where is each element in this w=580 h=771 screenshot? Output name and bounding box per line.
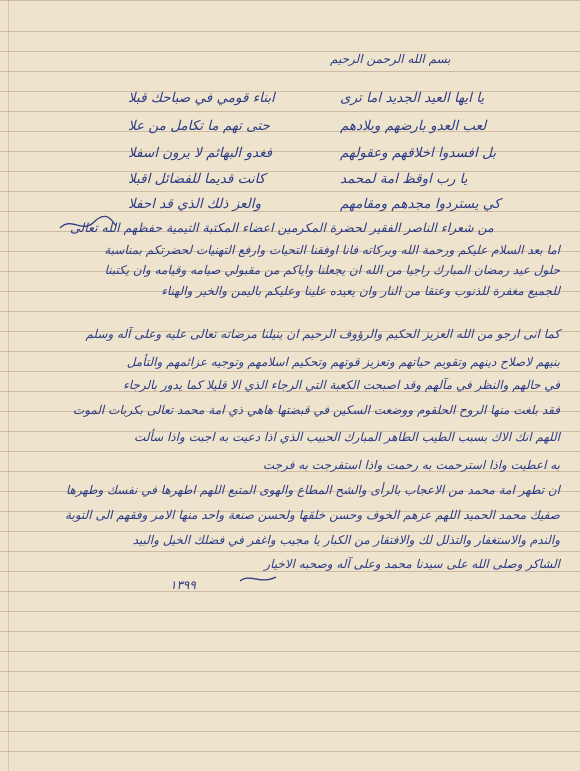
poem-line-5-right: كي يستردوا مجدهم ومقامهم bbox=[340, 196, 501, 212]
body-line: للجميع مغفرة للذنوب وعتقا من النار وان يعيده علينا وعليكم باليمن والخير والهناء bbox=[161, 284, 560, 298]
letter-heading: من شعراء الناصر الفقير لحضرة المكرمين اعضاء المكتبة التيمية حفظهم الله تعالى bbox=[70, 220, 494, 235]
body-line: كما انى ارجو من الله العزيز الحكيم والرؤوف الرحيم ان ينيلنا مرضاته تعالى عليه وعلى آله وسلم bbox=[85, 327, 560, 341]
poem-line-4-right: يا رب اوقظ امة لمحمد bbox=[340, 171, 468, 187]
flourish-decoration bbox=[58, 212, 118, 234]
margin-line bbox=[8, 0, 9, 771]
poem-line-3-left: فغدو البهائم لا يرون اسفلا bbox=[128, 145, 273, 161]
body-line: ان تطهر امة محمد من الاعجاب بالرأى والشح المطاع والهوى المتبع اللهم اطهرها في نفسك وطهرها bbox=[65, 483, 560, 497]
poem-line-1-right: يا ايها العيد الجديد اما ترى bbox=[340, 90, 485, 106]
poem-line-3-right: بل افسدوا اخلاقهم وعقولهم bbox=[340, 145, 496, 161]
poem-line-5-left: والعز ذلك الذي قد احفلا bbox=[128, 196, 262, 212]
body-line: اما بعد السلام عليكم ورحمة الله وبركاته فانا اوفقنا التحيات وارفع التهنيات لحضرتكم بمناسبة bbox=[104, 243, 560, 257]
body-line: حلول عيد رمضان المبارك راجيا من الله ان يجعلنا واياكم من مقبولي صيامه وقيامه وان يكتبنا bbox=[104, 263, 560, 277]
body-line: اللهم انك الاك بسبب الطيب الطاهر المبارك الحبيب الذي اذا دعيت به اجبت واذا سألت bbox=[133, 430, 560, 444]
body-line: بنيهم لاصلاح دينهم وتقويم حياتهم وتعزيز قوتهم وتحكيم اسلامهم وتوجيه عزائمهم والتأمل bbox=[126, 355, 560, 369]
body-line: فقد بلغت منها الروح الحلقوم ووضعت السكين في قبضتها هاهي ذي امة محمد تعالى بكربات الموت bbox=[72, 403, 560, 417]
basmala: بسم الله الرحمن الرحيم bbox=[330, 52, 451, 66]
body-line: صفيك محمد الحميد اللهم عزهم الخوف وحسن خلقها ولحسن صنعة واحد منها الامر وفقهم الى التوبة bbox=[65, 508, 560, 522]
body-line: والندم والاستغفار والتذلل لك والافتقار من الكبار يا مجيب واغفر في فضلك الخيل والبيد bbox=[132, 533, 560, 547]
poem-line-2-left: حتى تهم ما تكامل من علا bbox=[128, 118, 270, 134]
body-line: في حالهم والنظر في مآلهم وقد اصبحت الكعبة التي الرجاء الذي الا قليلا كما يدور بالرجاء bbox=[123, 378, 560, 392]
poem-line-4-left: كانت قديما للفضائل اقبلا bbox=[128, 171, 266, 187]
body-line: به اعطيت واذا استرحمت به رحمت واذا استفرجت به فرجت bbox=[262, 458, 560, 472]
date-flourish bbox=[238, 571, 278, 587]
poem-line-2-right: لعب العدو بارضهم وبلادهم bbox=[340, 118, 487, 134]
body-line: الشاكر وصلى الله على سيدنا محمد وعلى آله وصحبه الاخيار bbox=[264, 557, 560, 571]
poem-line-1-left: ابناء قومي في صباحك قبلا bbox=[128, 90, 275, 106]
letter-date: ١٣٩٩ bbox=[170, 578, 196, 592]
